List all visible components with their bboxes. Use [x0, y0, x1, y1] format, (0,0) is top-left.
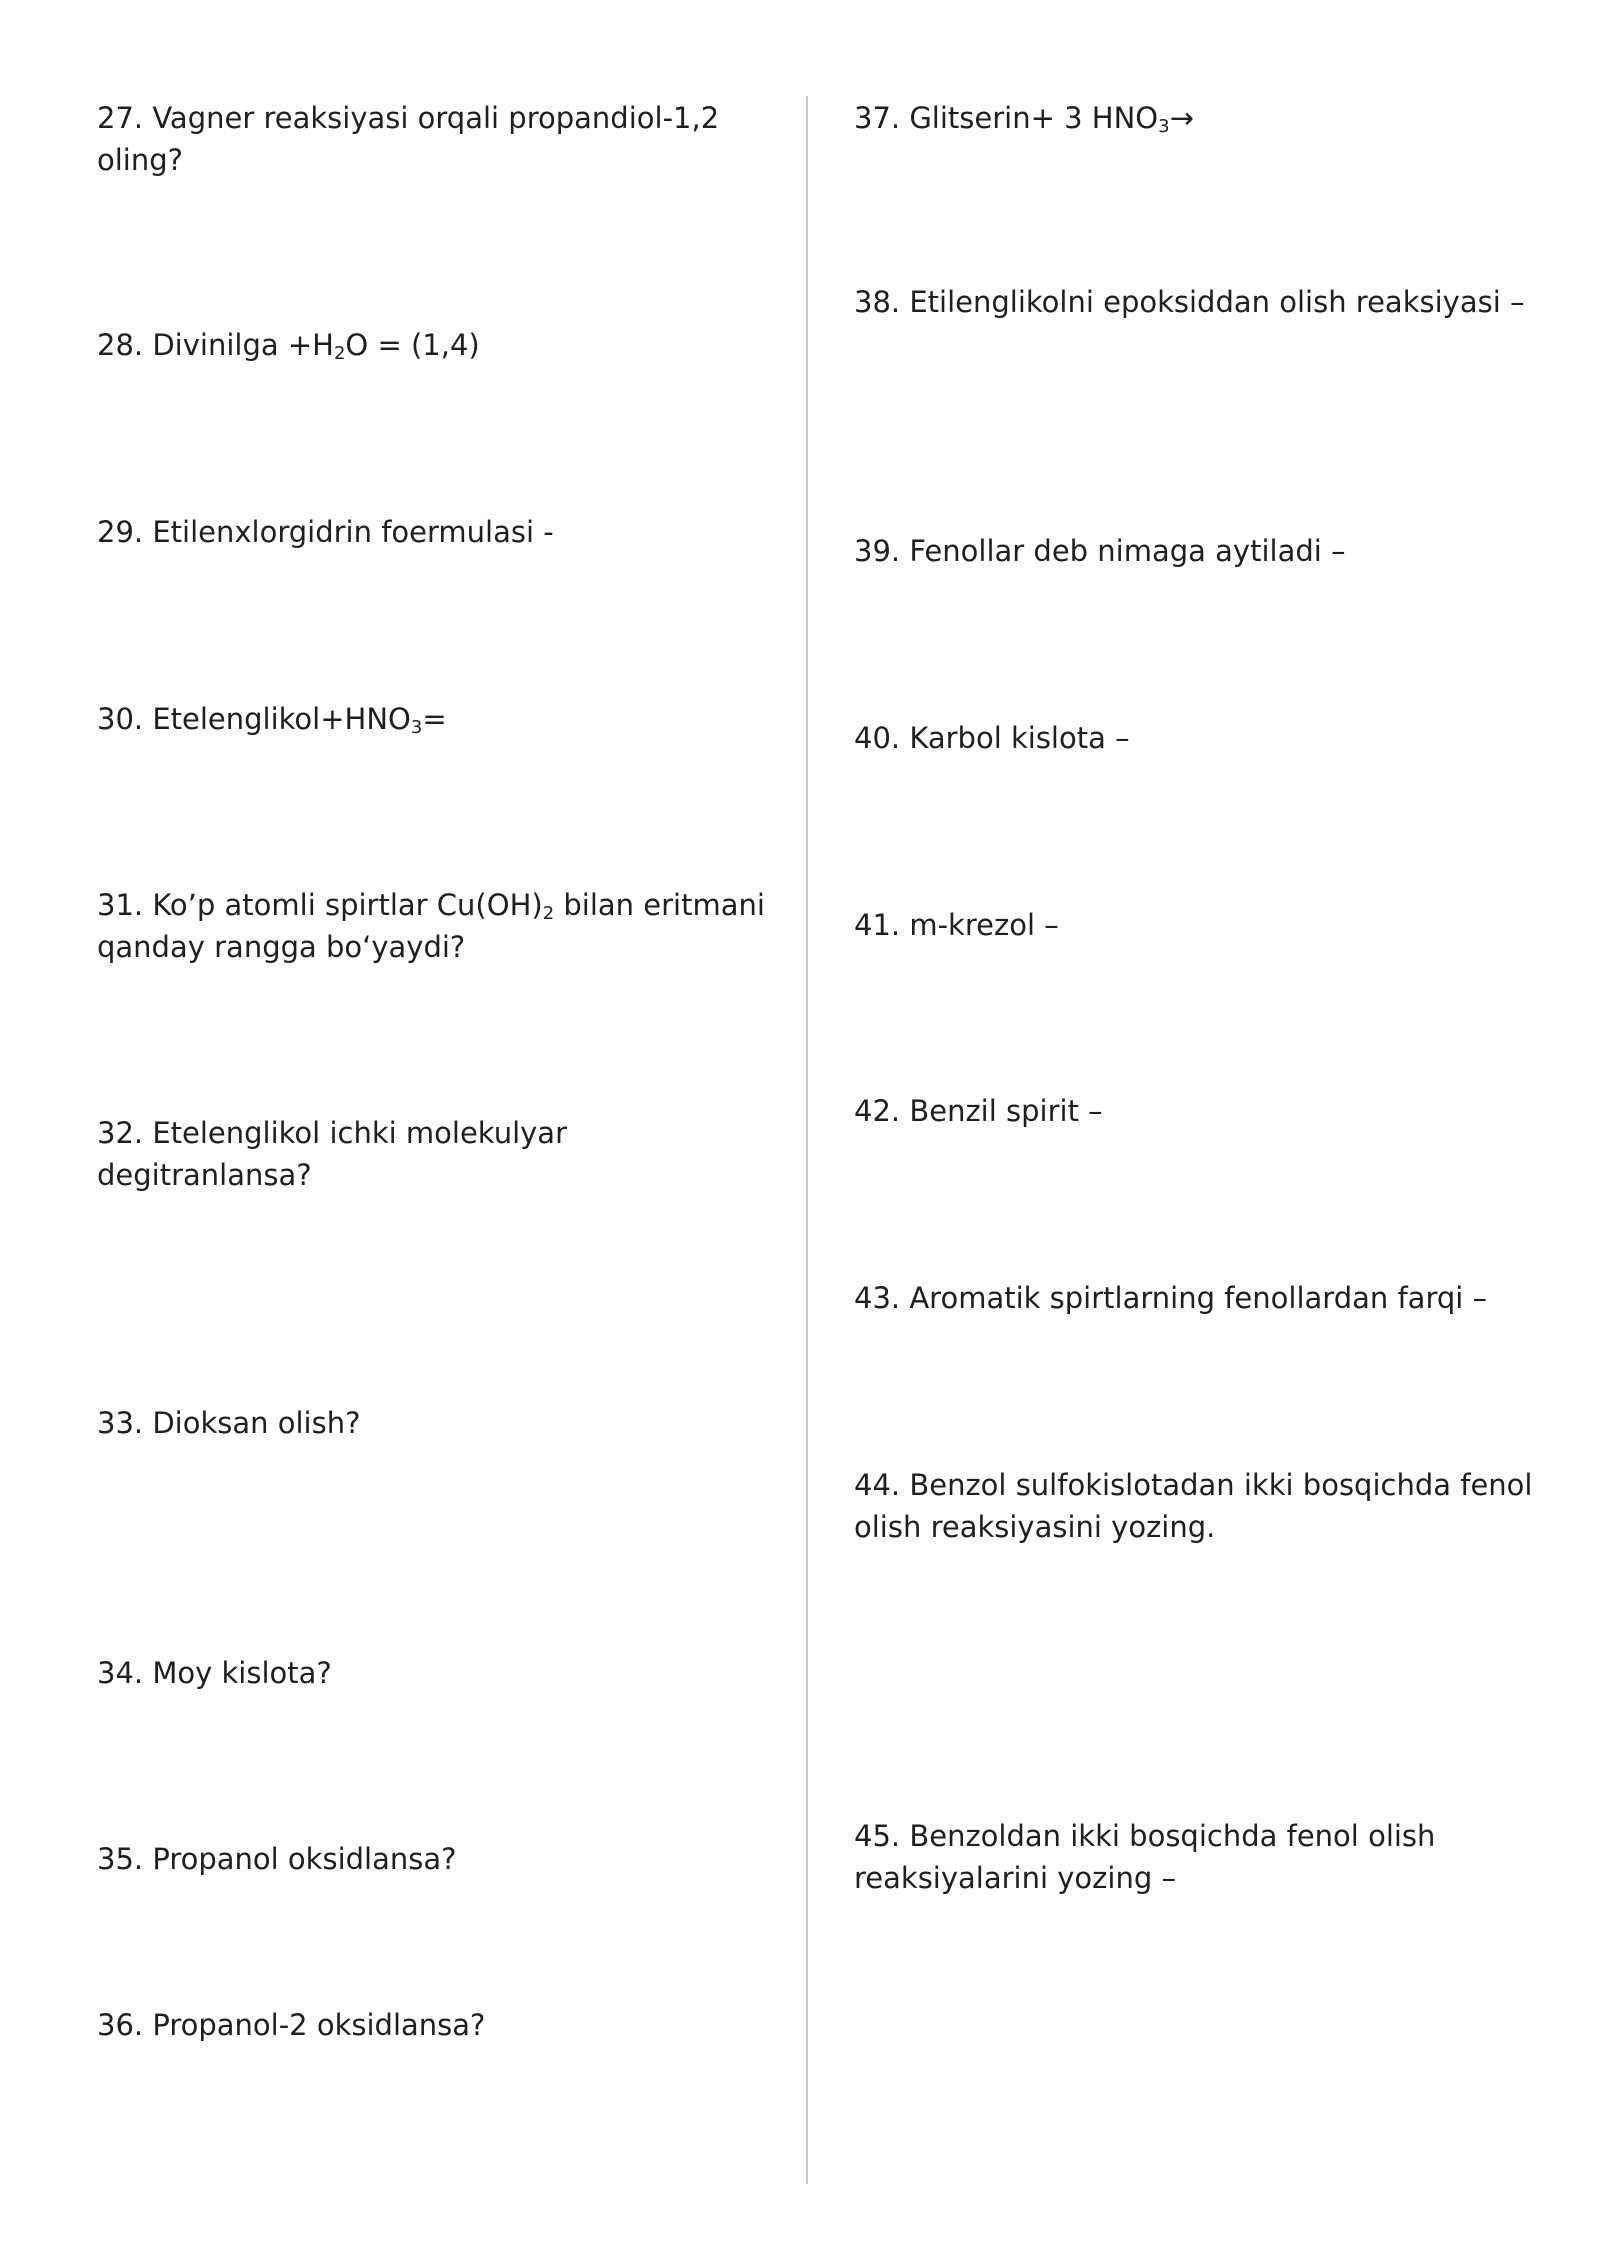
- question-45: 45. Benzoldan ikki bosqichda fenol olish reaksiyalarini yozing –: [854, 1819, 1436, 1895]
- question-30: 30. $Etelenglikol+HNO_3=$: [97, 702, 447, 738]
- question-36: 36. Propanol-2 oksidlansa?: [97, 2008, 486, 2042]
- question-44: 44. Benzol sulfokislotadan ikki bosqichda fenol olish reaksiyasini yozing.: [854, 1468, 1533, 1544]
- column-divider: [806, 96, 808, 2184]
- question-43: 43. Aromatik spirtlarning fenollardan farqi –: [854, 1281, 1488, 1315]
- question-32: 32. Etelenglikol ichki molekulyar degitranlansa?: [97, 1116, 567, 1192]
- question-38: 38. Etilenglikolni epoksiddan olish reaksiyasi –: [854, 285, 1525, 319]
- question-29: 29. Etilenxlorgidrin foermulasi -: [97, 515, 554, 549]
- question-37: 37. Glitserin+ 3 $HNO_3\to$: [854, 101, 1194, 137]
- question-28: 28. Divinilga $+H_2O = (1,4)$: [97, 328, 480, 364]
- question-34: 34. Moy kislota?: [97, 1656, 332, 1690]
- question-27: 27. Vagner reaksiyasi orqali propandiol-1,2 oling?: [97, 101, 720, 177]
- question-35: 35. Propanol oksidlansa?: [97, 1842, 457, 1876]
- question-33: 33. Dioksan olish?: [97, 1406, 361, 1440]
- question-40: 40. Karbol kislota –: [854, 721, 1130, 755]
- question-41: 41. m-krezol –: [854, 908, 1059, 942]
- question-39: 39. Fenollar deb nimaga aytiladi –: [854, 534, 1346, 568]
- question-31: 31. Ko’p atomli spirtlar $Cu(OH)_2$ bilan eritmani qanday rangga bo‘yaydi?: [97, 888, 765, 964]
- question-42: 42. Benzil spirit –: [854, 1094, 1103, 1128]
